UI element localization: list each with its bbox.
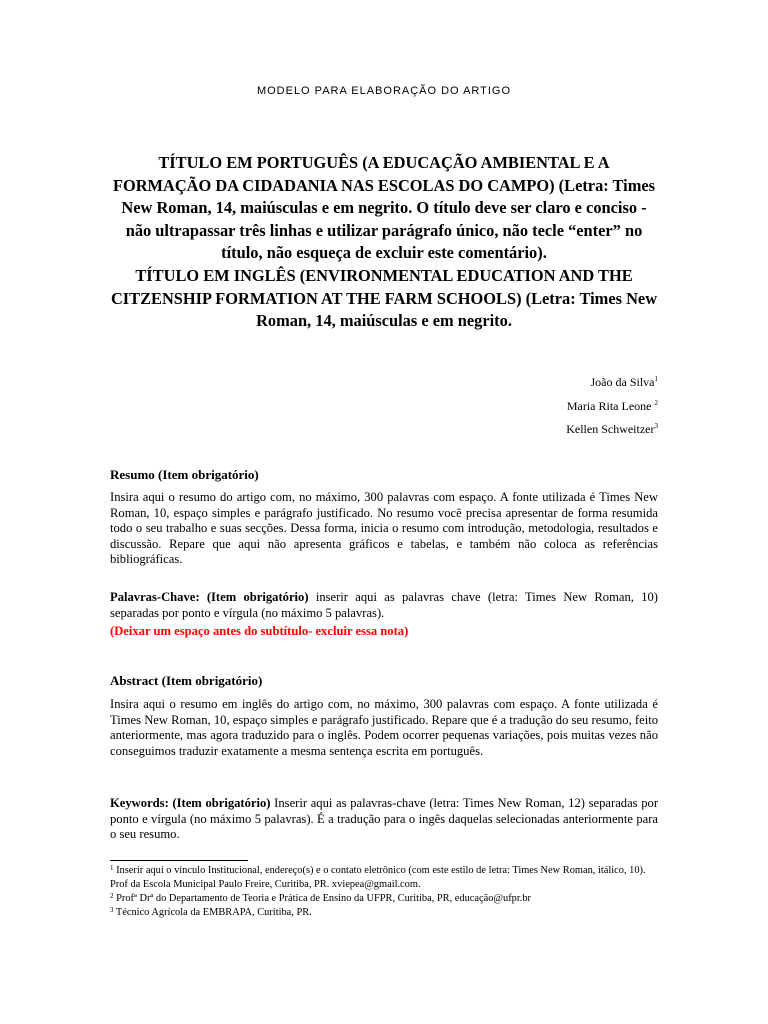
footnote-ref: 1: [654, 375, 658, 383]
keywords-label: Keywords: (Item obrigatório): [110, 796, 271, 810]
red-instruction-note: (Deixar um espaço antes do subtítulo- excluir essa nota): [110, 624, 409, 638]
title-portuguese: TÍTULO EM PORTUGUÊS (A EDUCAÇÃO AMBIENTAL E A FORMAÇÃO DA CIDADANIA NAS ESCOLAS DO CAMPO) (Letra: Times New Roman, 14, maiúsculas e em negrito. O título deve ser claro e conciso - não ultrapassar três linhas e utilizar parágrafo único, não tecle “enter” no título, não esqueça de excluir este comentário).: [112, 153, 656, 262]
footnote-divider: [110, 860, 248, 861]
resumo-heading: Resumo (Item obrigatório): [110, 467, 259, 482]
footnote-text: Técnico Agrícola da EMBRAPA, Curitiba, PR.: [113, 907, 312, 918]
author-name: Kellen Schweitzer: [566, 422, 655, 436]
palavras-chave-paragraph: [110, 590, 658, 621]
footnote-1: [110, 864, 658, 878]
footnote-ref: 2: [654, 398, 658, 407]
footnote-text: Profª Drª do Departamento de Teoria e Prática de Ensino da UFPR, Curitiba, PR, educação@ufpr.br: [113, 893, 531, 904]
author-1: [566, 371, 658, 395]
footnote-number: 1: [110, 864, 114, 872]
palavras-chave-text: inserir aqui as palavras chave (letra: Times New Roman, 10) separadas por ponto e vírgula (no máximo 5 palavras).: [110, 590, 658, 620]
authors-list: [566, 371, 658, 442]
author-3: [566, 418, 658, 442]
author-name: Maria Rita Leone: [566, 398, 655, 413]
model-title: MODELO PARA ELABORAÇÃO DO ARTIGO: [256, 85, 512, 97]
author-2: [566, 395, 658, 419]
author-name: João da Silva: [590, 375, 655, 389]
keywords-text: Inserir aqui as palavras-chave (letra: Times New Roman, 12) separadas por ponto e vírgula (no máximo 5 palavras). É a tradução para o ingês daquelas selecionadas anteriormente para o seu resumo.: [110, 796, 659, 842]
footnote-text: Prof da Escola Municipal Paulo Freire, Curitiba, PR. xviepea@gmail.com.: [110, 879, 421, 890]
footnote-1-continued: [110, 878, 658, 892]
abstract-heading: Abstract (Item obrigatório): [110, 673, 263, 688]
keywords-paragraph: [110, 796, 658, 843]
footnote-text: Inserir aqui o vínculo Institucional, endereço(s) e o contato eletrônico (com este estilo de letra: Times New Roman, itálico, 10).: [113, 865, 646, 876]
footnote-number: 3: [110, 906, 114, 914]
footnote-ref: 3: [654, 422, 658, 430]
resumo-text: Insira aqui o resumo do artigo com, no máximo, 300 palavras com espaço. A fonte utilizada é Times New Roman, 10, espaço simples e parágrafo justificado. No resumo você precisa apresentar de forma resumida todo o seu trabalho e suas secções. Dessa forma, inicia o resumo com introdução, metodologia, resultados e discussão. Repare que aqui não apresenta gráficos e tabelas, e também não coloca as referências bibliográficas.: [110, 490, 658, 567]
title-english: TÍTULO EM INGLÊS (ENVIRONMENTAL EDUCATION AND THE CITZENSHIP FORMATION AT THE FARM SCHOOLS) (Letra: Times New Roman, 14, maiúsculas e em negrito.: [110, 266, 658, 330]
abstract-text: Insira aqui o resumo em inglês do artigo com, no máximo, 300 palavras com espaço. A fonte utilizada é Times New Roman, 10, espaço simples e parágrafo justificado. Repare que é a tradução do seu resumo, feito anteriormente, mas agora traduzido para o inglês. Podem ocorrer pequenas variações, pois muitas vezes não conseguimos traduzir exatamente a mesma sentença escrita em português.: [110, 697, 658, 758]
footnote-2: [110, 892, 658, 906]
footnotes: [110, 864, 658, 920]
footnote-number: 2: [110, 892, 114, 900]
palavras-chave-label: Palavras-Chave: (Item obrigatório): [110, 590, 309, 604]
footnote-3: [110, 906, 658, 920]
